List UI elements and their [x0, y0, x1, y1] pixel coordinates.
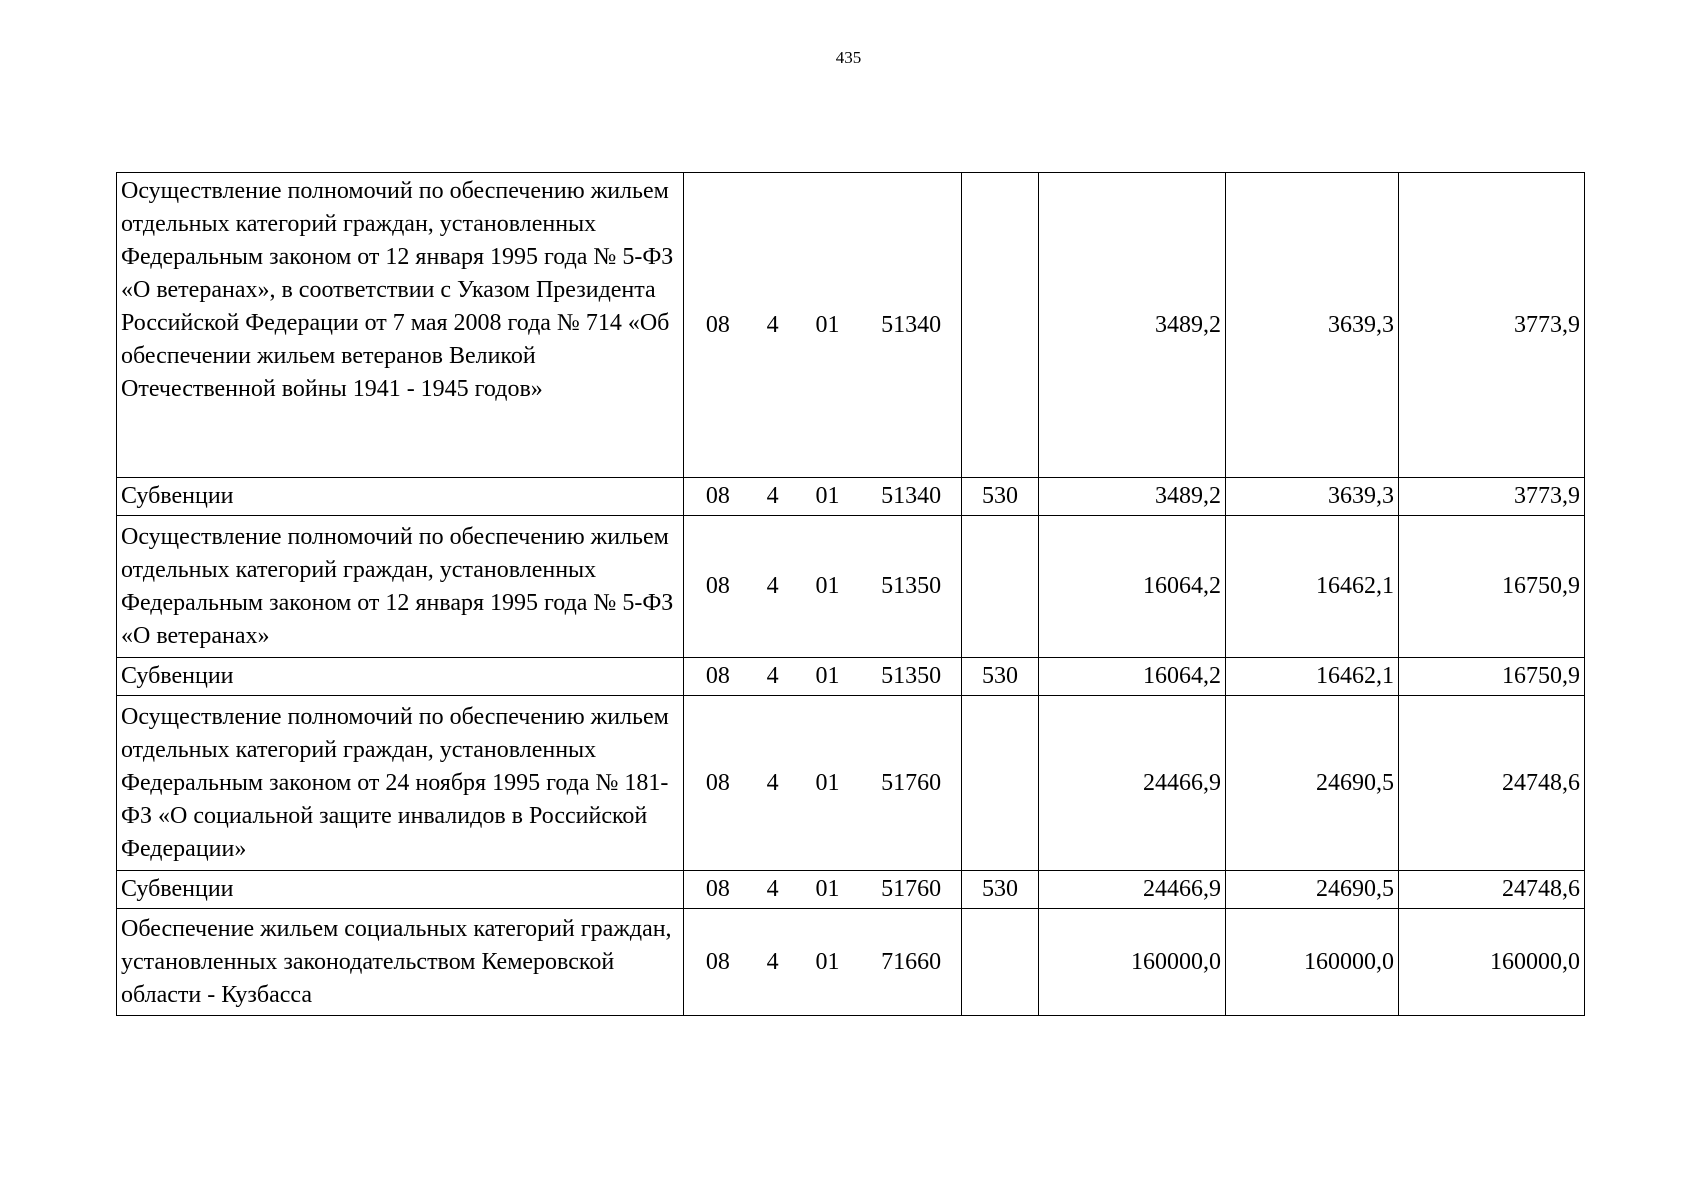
- expense-type: [962, 909, 1039, 1016]
- amount-year-3: 3773,9: [1399, 478, 1585, 516]
- expense-type: [962, 173, 1039, 478]
- row-codes: [684, 478, 962, 516]
- amount-year-1: 16064,2: [1039, 516, 1226, 658]
- program-code: 4: [766, 483, 779, 509]
- amount-year-1: 3489,2: [1039, 173, 1226, 478]
- amount-year-2: 16462,1: [1226, 658, 1399, 696]
- expense-type: [962, 696, 1039, 871]
- page-number: 435: [835, 48, 862, 67]
- amount-year-3: 16750,9: [1399, 658, 1585, 696]
- table-row: [117, 173, 1585, 478]
- expense-type: [962, 516, 1039, 658]
- row-codes: [684, 696, 962, 871]
- amount-year-3: 16750,9: [1399, 516, 1585, 658]
- target-code: 71660: [881, 948, 942, 975]
- target-code: 51350: [881, 573, 942, 599]
- amount-year-2: 24690,5: [1226, 696, 1399, 871]
- section-code: 08: [705, 663, 730, 689]
- row-description: Осуществление полномочий по обеспечению жильем отдельных категорий граждан, установленных Федеральным законом от 24 ноября 1995 года № 181-ФЗ «О социальной защите инвалидов в Российской Федерации»: [117, 696, 684, 871]
- amount-year-2: 24690,5: [1226, 871, 1399, 909]
- subprogram-code: 01: [815, 948, 840, 975]
- row-codes: [684, 909, 962, 1016]
- amount-year-2: 3639,3: [1226, 173, 1399, 478]
- section-code: 08: [705, 483, 730, 509]
- table-row: [117, 696, 1585, 871]
- program-code: 4: [766, 769, 779, 796]
- section-code: 08: [705, 573, 730, 599]
- row-description: Обеспечение жильем социальных категорий граждан, установленных законодательством Кемеровской области - Кузбасса: [117, 909, 684, 1016]
- row-description: Субвенции: [117, 478, 684, 516]
- table-row: [117, 516, 1585, 658]
- target-code: 51350: [881, 663, 942, 689]
- subprogram-code: 01: [815, 483, 840, 509]
- section-code: 08: [705, 311, 730, 338]
- amount-year-2: 160000,0: [1226, 909, 1399, 1016]
- amount-year-2: 3639,3: [1226, 478, 1399, 516]
- program-code: 4: [766, 663, 779, 689]
- row-codes: [684, 871, 962, 909]
- table-row: [117, 658, 1585, 696]
- subprogram-code: 01: [815, 311, 840, 338]
- section-code: 08: [705, 769, 730, 796]
- amount-year-1: 3489,2: [1039, 478, 1226, 516]
- expense-type: 530: [962, 658, 1039, 696]
- target-code: 51760: [881, 769, 942, 796]
- subprogram-code: 01: [815, 663, 840, 689]
- row-description: Субвенции: [117, 871, 684, 909]
- table-row: [117, 871, 1585, 909]
- section-code: 08: [705, 876, 730, 902]
- row-codes: [684, 516, 962, 658]
- amount-year-3: 160000,0: [1399, 909, 1585, 1016]
- program-code: 4: [766, 948, 779, 975]
- table-row: [117, 909, 1585, 1016]
- row-codes: [684, 173, 962, 478]
- amount-year-1: 24466,9: [1039, 696, 1226, 871]
- amount-year-1: 24466,9: [1039, 871, 1226, 909]
- amount-year-3: 3773,9: [1399, 173, 1585, 478]
- expense-type: 530: [962, 871, 1039, 909]
- program-code: 4: [766, 876, 779, 902]
- amount-year-2: 16462,1: [1226, 516, 1399, 658]
- budget-table: [116, 172, 1585, 1016]
- target-code: 51760: [881, 876, 942, 902]
- amount-year-1: 160000,0: [1039, 909, 1226, 1016]
- row-description: Субвенции: [117, 658, 684, 696]
- row-description: Осуществление полномочий по обеспечению жильем отдельных категорий граждан, установленных Федеральным законом от 12 января 1995 года № 5-ФЗ «О ветеранах»: [117, 516, 684, 658]
- program-code: 4: [766, 573, 779, 599]
- table-row: [117, 478, 1585, 516]
- row-codes: [684, 658, 962, 696]
- target-code: 51340: [881, 311, 942, 338]
- subprogram-code: 01: [815, 769, 840, 796]
- row-description: Осуществление полномочий по обеспечению жильем отдельных категорий граждан, установленных Федеральным законом от 12 января 1995 года № 5-ФЗ «О ветеранах», в соответствии с Указом Президента Российской Федерации от 7 мая 2008 года № 714 «Об обеспечении жильем ветеранов Великой Отечественной войны 1941 - 1945 годов»: [117, 173, 684, 478]
- amount-year-1: 16064,2: [1039, 658, 1226, 696]
- subprogram-code: 01: [815, 876, 840, 902]
- program-code: 4: [766, 311, 779, 338]
- target-code: 51340: [881, 483, 942, 509]
- amount-year-3: 24748,6: [1399, 696, 1585, 871]
- section-code: 08: [705, 948, 730, 975]
- expense-type: 530: [962, 478, 1039, 516]
- amount-year-3: 24748,6: [1399, 871, 1585, 909]
- subprogram-code: 01: [815, 573, 840, 599]
